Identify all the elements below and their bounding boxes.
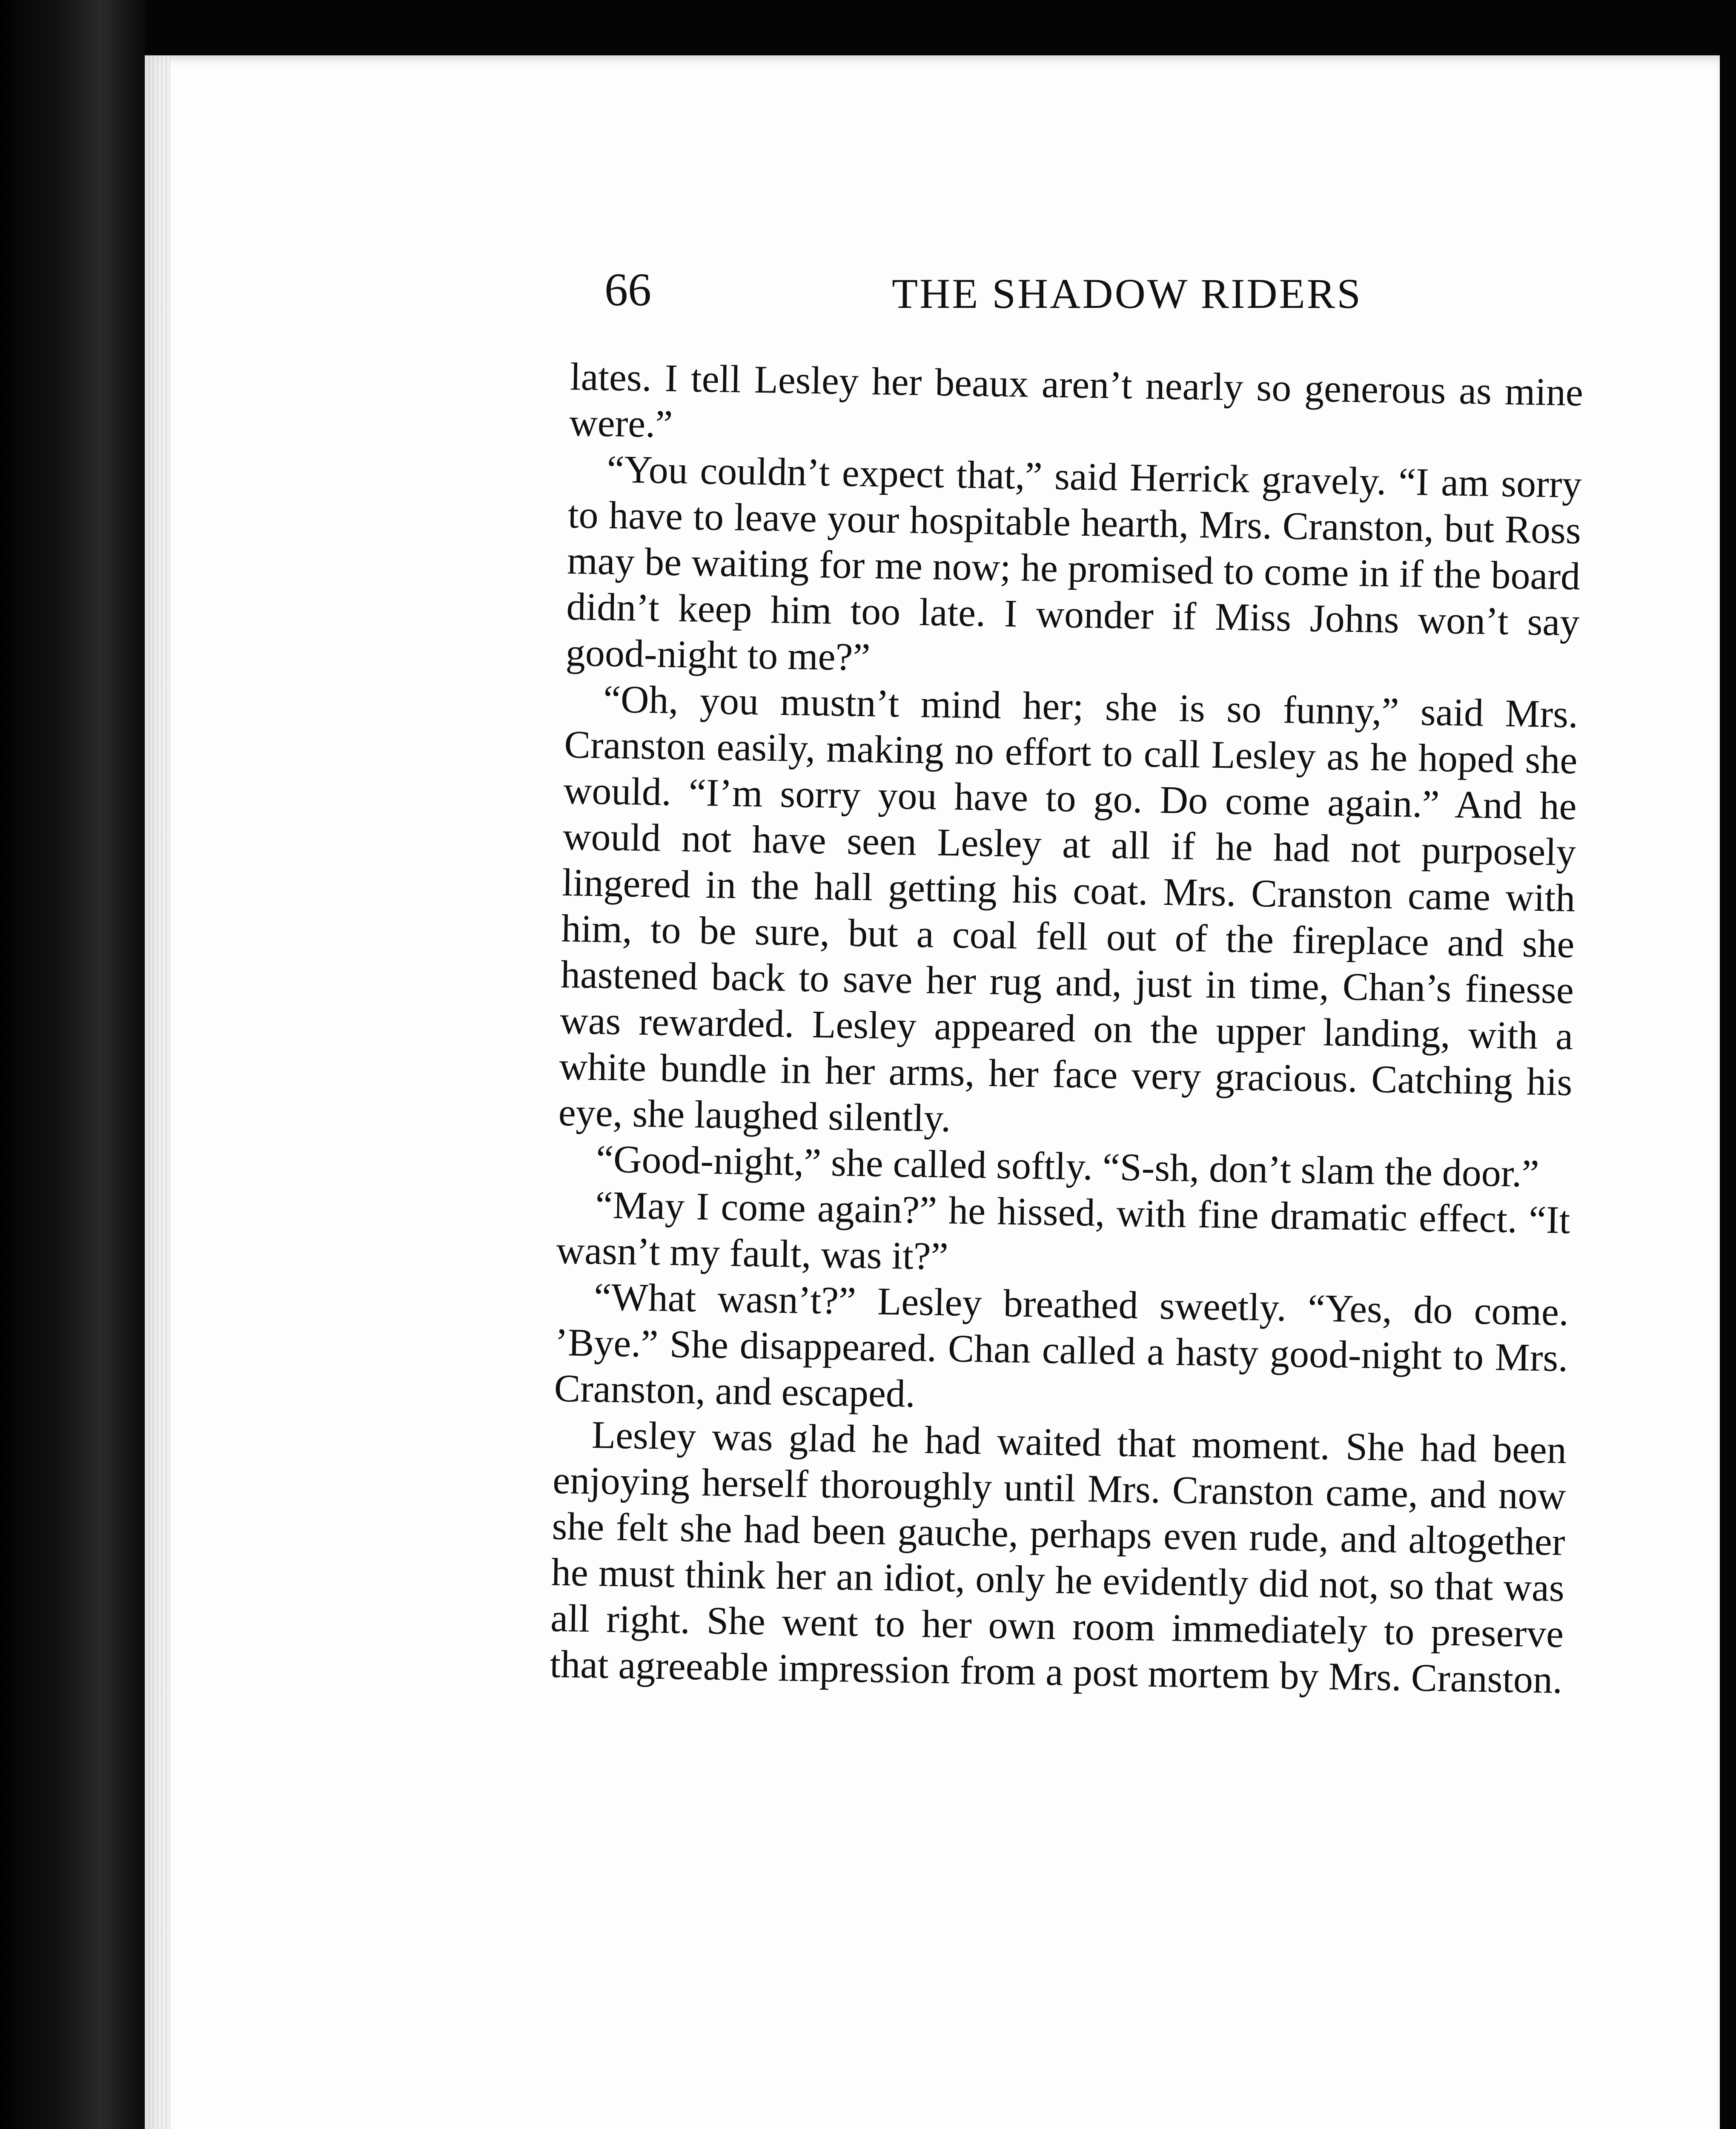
page-edge-stack: [145, 55, 170, 2129]
book-spine-edge: [0, 0, 145, 2129]
page-header: [604, 255, 1362, 324]
paragraph-1: lates. I tell Lesley her beaux aren’t nearly so generous as mine were.”: [569, 354, 1584, 446]
paragraph-2: “You couldn’t expect that,” said Herrick gravely. “I am sorry to have to leave your hospitable hearth, Mrs. Cranston, but Ross may be waiting for me now; he promised to come in if the board didn’t keep him too late. I wonder if Miss Johns won’t say good-night to me?”: [565, 447, 1582, 679]
running-head: THE SHADOW RIDERS: [891, 270, 1362, 317]
paragraph-7: Lesley was glad he had waited that moment. She had been enjoying herself thoroughly until Mrs. Cranston came, and now she felt she had been gauche, perhaps even rude, and altogether he must think her an idiot, only he evidently did not, so that was all right. She went to her own room immediately to preserve that agreeable impression from a post mortem by Mrs. Cranston.: [549, 1413, 1567, 1701]
page-number: 66: [604, 264, 651, 316]
paragraph-4: “Good-night,” she called softly. “S-sh, don’t slam the door.”: [596, 1137, 1540, 1195]
paragraph-5: “May I come again?” he hissed, with fine dramatic effect. “It wasn’t my fault, was it?”: [556, 1183, 1571, 1278]
paragraph-6: “What wasn’t?” Lesley breathed sweetly. “Yes, do come. ’Bye.” She disappeared. Chan called a hasty good-night to Mrs. Cranston, and escaped.: [554, 1275, 1569, 1416]
paragraph-3: “Oh, you mustn’t mind her; she is so funny,” said Mrs. Cranston easily, making no effort to call Lesley as he hoped she would. “I’m sorry you have to go. Do come again.” And he would not have seen Lesley at all if he had not purposely lingered in the hall getting his coat. Mrs. Cranston came with him, to be sure, but a coal fell out of the fireplace and she hastened back to save her rug and, just in time, Chan’s finesse was rewarded. Lesley appeared on the upper landing, with a white bundle in her arms, her face very gracious. Catching his eye, she laughed silently.: [558, 677, 1578, 1140]
body-text: [550, 353, 1584, 1703]
